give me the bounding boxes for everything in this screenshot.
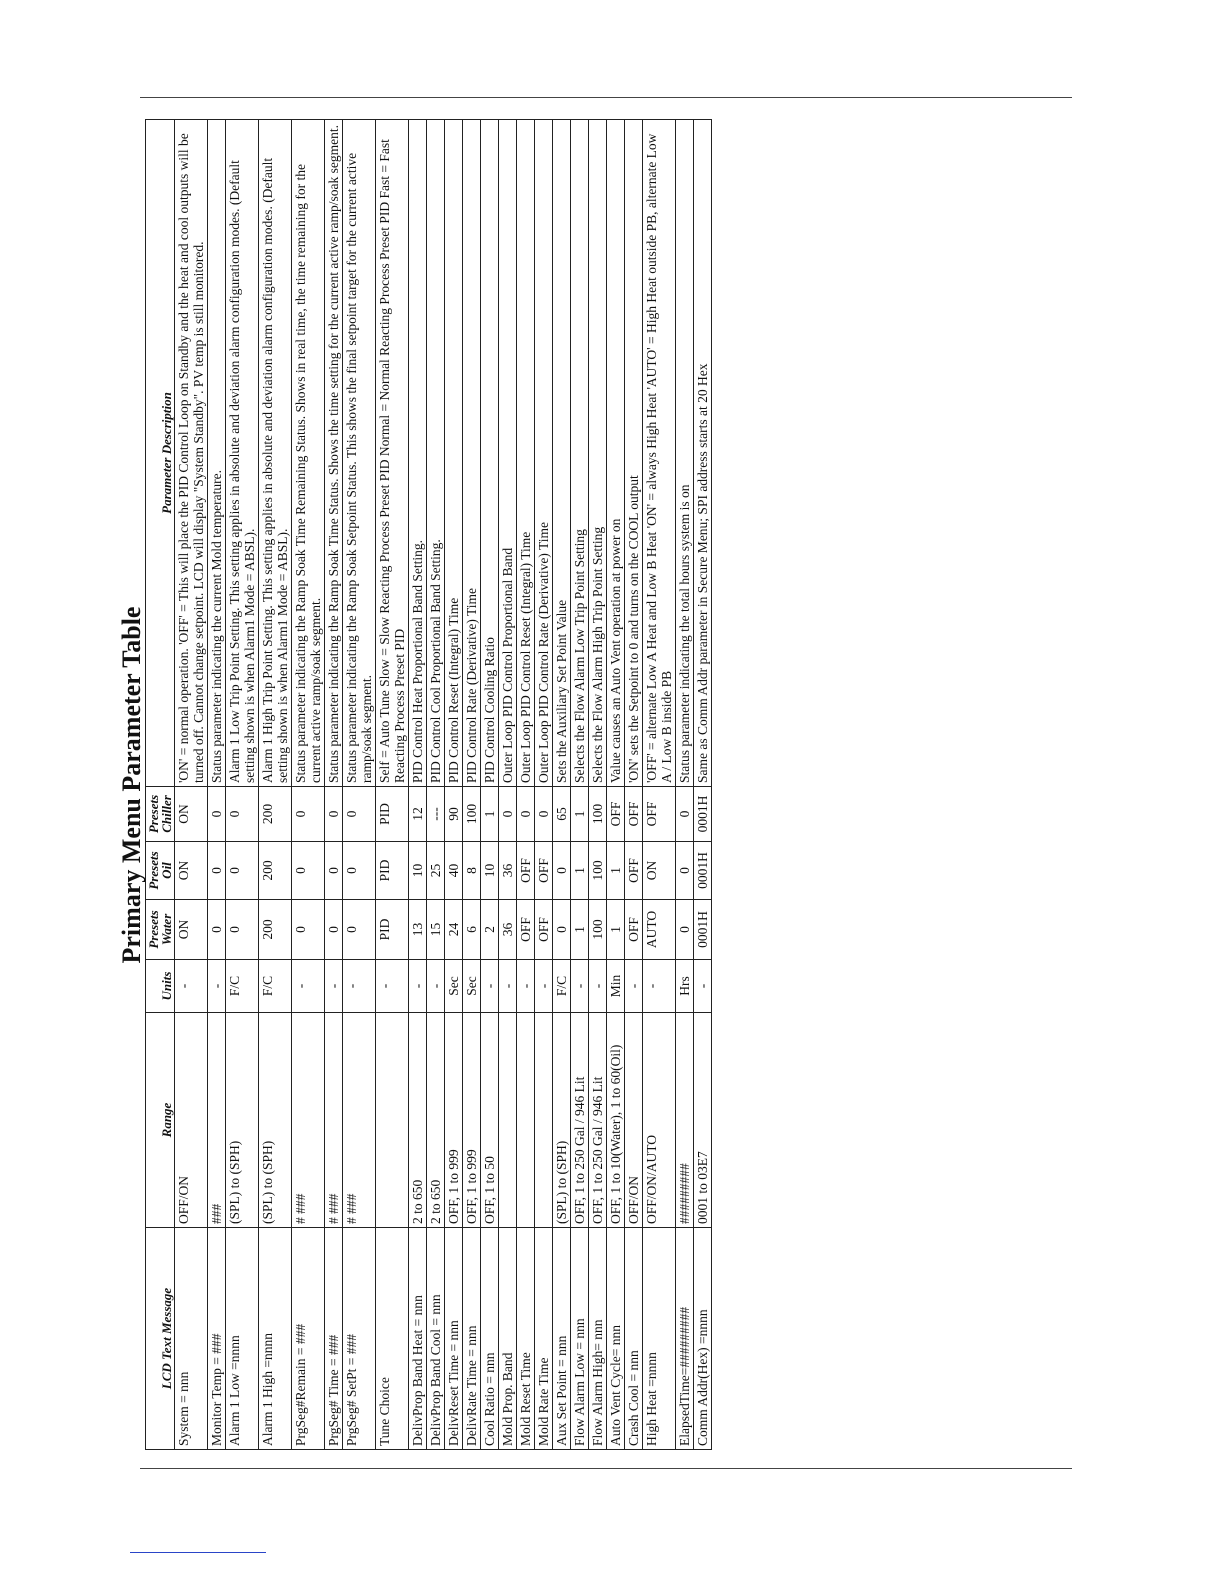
- cell-lcd: DelivRate Time = nnn: [463, 1228, 481, 1450]
- cell-range: # ###: [292, 1013, 325, 1228]
- cell-units: -: [517, 960, 535, 1013]
- cell-chiller: 0: [499, 787, 517, 842]
- cell-chiller: OFF: [643, 787, 676, 842]
- cell-chiller: 1: [571, 787, 589, 842]
- header-water: Presets Water: [146, 900, 175, 960]
- cell-desc: PID Control Reset (Integral) Time: [445, 120, 463, 787]
- cell-oil: 1: [607, 842, 625, 900]
- cell-desc: Outer Loop PID Control Proportional Band: [499, 120, 517, 787]
- cell-chiller: 0001H: [694, 787, 712, 842]
- cell-water: 36: [499, 900, 517, 960]
- cell-oil: 36: [499, 842, 517, 900]
- cell-lcd: PrgSeg# SetPt = ###: [343, 1228, 376, 1450]
- cell-water: 24: [445, 900, 463, 960]
- header-oil: Presets Oil: [146, 842, 175, 900]
- cell-range: # ###: [343, 1013, 376, 1228]
- cell-chiller: 0: [226, 787, 259, 842]
- cell-range: [517, 1013, 535, 1228]
- table-row: [409, 120, 427, 1450]
- cell-oil: 0: [226, 842, 259, 900]
- cell-lcd: Tune Choice: [376, 1228, 409, 1450]
- cell-units: -: [292, 960, 325, 1013]
- cell-oil: 10: [409, 842, 427, 900]
- cell-water: 1: [571, 900, 589, 960]
- table-row: [643, 120, 676, 1450]
- cell-oil: ON: [175, 842, 208, 900]
- cell-desc: Selects the Flow Alarm Low Trip Point Setting: [571, 120, 589, 787]
- cell-desc: Sets the Auxiliary Set Point Value: [553, 120, 571, 787]
- cell-units: -: [325, 960, 343, 1013]
- cell-lcd: DelivProp Band Heat = nnn: [409, 1228, 427, 1450]
- cell-range: [535, 1013, 553, 1228]
- cell-water: 0: [553, 900, 571, 960]
- cell-chiller: ---: [427, 787, 445, 842]
- cell-water: 0: [343, 900, 376, 960]
- cell-lcd: Cool Ratio = nnn: [481, 1228, 499, 1450]
- cell-desc: Value causes an Auto Vent operation at power on: [607, 120, 625, 787]
- cell-desc: PID Control Cool Proportional Band Setting.: [427, 120, 445, 787]
- cell-desc: PID Control Cooling Ratio: [481, 120, 499, 787]
- table-row: [481, 120, 499, 1450]
- cell-lcd: Alarm 1 High =nnnn: [259, 1228, 292, 1450]
- cell-desc: Status parameter indicating the current Mold temperature.: [208, 120, 226, 787]
- table-row: [343, 120, 376, 1450]
- cell-chiller: 12: [409, 787, 427, 842]
- cell-desc: 'OFF' = alternate Low A Heat and Low B Heat 'ON' = always High Heat 'AUTO' = High Heat outside PB, alternate Low A / Low B inside PB: [643, 120, 676, 787]
- cell-range: 0001 to 03E7: [694, 1013, 712, 1228]
- cell-units: -: [625, 960, 643, 1013]
- cell-lcd: Monitor Temp = ###: [208, 1228, 226, 1450]
- cell-desc: 'ON' = normal operation. 'OFF' = This will place the PID Control Loop on Standby and the heat and cool outputs will be turned off. Cannot change setpoint. LCD will display "System Standby". PV temp is still monitored.: [175, 120, 208, 787]
- table-row: [589, 120, 607, 1450]
- cell-chiller: OFF: [607, 787, 625, 842]
- cell-desc: Status parameter indicating the total hours system is on: [676, 120, 694, 787]
- cell-range: OFF, 1 to 10(Water), 1 to 60(Oil): [607, 1013, 625, 1228]
- cell-lcd: PrgSeg# Time = ###: [325, 1228, 343, 1450]
- cell-units: F/C: [226, 960, 259, 1013]
- table-row: [208, 120, 226, 1450]
- cell-units: Min: [607, 960, 625, 1013]
- cell-water: 100: [589, 900, 607, 960]
- cell-lcd: Mold Prop. Band: [499, 1228, 517, 1450]
- header-description: Parameter Description: [146, 120, 175, 787]
- cell-range: OFF, 1 to 50: [481, 1013, 499, 1228]
- cell-range: OFF, 1 to 999: [463, 1013, 481, 1228]
- cell-range: OFF, 1 to 999: [445, 1013, 463, 1228]
- cell-desc: 'ON' sets the Setpoint to 0 and turns on the COOL output: [625, 120, 643, 787]
- cell-chiller: 0: [208, 787, 226, 842]
- table-body: [175, 120, 712, 1450]
- cell-units: -: [208, 960, 226, 1013]
- cell-oil: PID: [376, 842, 409, 900]
- cell-units: -: [409, 960, 427, 1013]
- cell-range: ###: [208, 1013, 226, 1228]
- table-row: [517, 120, 535, 1450]
- cell-range: [499, 1013, 517, 1228]
- cell-desc: Alarm 1 High Trip Point Setting. This setting applies in absolute and deviation alarm configuration modes. (Default setting shown is when Alarm1 Mode = ABSL).: [259, 120, 292, 787]
- cell-range: OFF/ON/AUTO: [643, 1013, 676, 1228]
- table-row: [175, 120, 208, 1450]
- rotated-page-content: [115, 120, 1115, 1450]
- cell-lcd: Crash Cool = nnn: [625, 1228, 643, 1450]
- cell-range: (SPL) to (SPH): [226, 1013, 259, 1228]
- cell-water: 0: [208, 900, 226, 960]
- cell-lcd: Flow Alarm Low = nnn: [571, 1228, 589, 1450]
- cell-chiller: PID: [376, 787, 409, 842]
- cell-water: 1: [607, 900, 625, 960]
- table-row: [625, 120, 643, 1450]
- cell-chiller: OFF: [625, 787, 643, 842]
- cell-lcd: Aux Set Point = nnn: [553, 1228, 571, 1450]
- cell-water: PID: [376, 900, 409, 960]
- cell-lcd: Auto Vent Cycle= nnn: [607, 1228, 625, 1450]
- cell-oil: 100: [589, 842, 607, 900]
- cell-desc: PID Control Rate (Derivative) Time: [463, 120, 481, 787]
- cell-lcd: DelivProp Band Cool = nnn: [427, 1228, 445, 1450]
- cell-chiller: 0: [517, 787, 535, 842]
- cell-chiller: 0: [343, 787, 376, 842]
- table-row: [226, 120, 259, 1450]
- cell-units: -: [343, 960, 376, 1013]
- cell-oil: 0001H: [694, 842, 712, 900]
- cell-range: OFF, 1 to 250 Gal / 946 Lit: [589, 1013, 607, 1228]
- table-row: [463, 120, 481, 1450]
- cell-lcd: System = nnn: [175, 1228, 208, 1450]
- cell-units: -: [481, 960, 499, 1013]
- table-row: [535, 120, 553, 1450]
- cell-water: 15: [427, 900, 445, 960]
- cell-units: F/C: [553, 960, 571, 1013]
- table-row: [571, 120, 589, 1450]
- cell-water: 200: [259, 900, 292, 960]
- cell-range: (SPL) to (SPH): [553, 1013, 571, 1228]
- cell-oil: 1: [571, 842, 589, 900]
- cell-oil: OFF: [625, 842, 643, 900]
- table-row: [259, 120, 292, 1450]
- cell-units: F/C: [259, 960, 292, 1013]
- cell-lcd: PrgSeg#Remain = ###: [292, 1228, 325, 1450]
- cell-chiller: ON: [175, 787, 208, 842]
- header-chiller: Presets Chiller: [146, 787, 175, 842]
- cell-chiller: 0: [325, 787, 343, 842]
- header-range: Range: [146, 1013, 175, 1228]
- table-row: [553, 120, 571, 1450]
- cell-desc: Status parameter indicating the Ramp Soak Time Status. Shows the time setting for the current active ramp/soak segment.: [325, 120, 343, 787]
- cell-oil: 0: [343, 842, 376, 900]
- cell-desc: Status parameter indicating the Ramp Soak Time Remaining Status. Shows in real time, the time remaining for the current active ramp/soak segment.: [292, 120, 325, 787]
- cell-units: -: [376, 960, 409, 1013]
- cell-lcd: High Heat =nnnn: [643, 1228, 676, 1450]
- table-row: [292, 120, 325, 1450]
- cell-oil: 200: [259, 842, 292, 900]
- table-row: [499, 120, 517, 1450]
- cell-units: -: [535, 960, 553, 1013]
- cell-oil: 0: [676, 842, 694, 900]
- cell-units: Sec: [445, 960, 463, 1013]
- cell-chiller: 1: [481, 787, 499, 842]
- cell-units: -: [175, 960, 208, 1013]
- cell-water: 13: [409, 900, 427, 960]
- table-header-row: [146, 120, 175, 1450]
- cell-oil: 40: [445, 842, 463, 900]
- page-title: Primary Menu Parameter Table: [117, 606, 146, 964]
- cell-water: 6: [463, 900, 481, 960]
- cell-range: OFF/ON: [175, 1013, 208, 1228]
- cell-water: 0: [292, 900, 325, 960]
- cell-water: OFF: [625, 900, 643, 960]
- cell-units: -: [643, 960, 676, 1013]
- table-row: [676, 120, 694, 1450]
- cell-range: # ###: [325, 1013, 343, 1228]
- cell-oil: 0: [325, 842, 343, 900]
- cell-lcd: DelivReset Time = nnn: [445, 1228, 463, 1450]
- cell-chiller: 90: [445, 787, 463, 842]
- cell-lcd: Alarm 1 Low =nnnn: [226, 1228, 259, 1450]
- cell-chiller: 100: [463, 787, 481, 842]
- cell-range: 2 to 650: [409, 1013, 427, 1228]
- cell-water: ON: [175, 900, 208, 960]
- cell-water: OFF: [535, 900, 553, 960]
- cell-desc: Self = Auto Tune Slow = Slow Reacting Process Preset PID Normal = Normal Reacting Process Preset PID Fast = Fast Reacting Process Preset PID: [376, 120, 409, 787]
- cell-desc: PID Control Heat Proportional Band Setting.: [409, 120, 427, 787]
- cell-units: -: [571, 960, 589, 1013]
- cell-water: AUTO: [643, 900, 676, 960]
- cell-lcd: Flow Alarm High= nnn: [589, 1228, 607, 1450]
- cell-oil: 10: [481, 842, 499, 900]
- table-row: [607, 120, 625, 1450]
- table-row: [376, 120, 409, 1450]
- cell-oil: 0: [553, 842, 571, 900]
- table-row: [694, 120, 712, 1450]
- cell-units: Hrs: [676, 960, 694, 1013]
- cell-units: -: [589, 960, 607, 1013]
- header-units: Units: [146, 960, 175, 1013]
- cell-lcd: Mold Rate Time: [535, 1228, 553, 1450]
- footer-rule: [140, 1468, 1072, 1469]
- cell-chiller: 65: [553, 787, 571, 842]
- cell-water: 0: [226, 900, 259, 960]
- table-row: [325, 120, 343, 1450]
- cell-range: 2 to 650: [427, 1013, 445, 1228]
- cell-range: [376, 1013, 409, 1228]
- cell-lcd: Mold Reset Time: [517, 1228, 535, 1450]
- cell-water: OFF: [517, 900, 535, 960]
- cell-units: -: [694, 960, 712, 1013]
- cell-chiller: 0: [292, 787, 325, 842]
- cell-units: Sec: [463, 960, 481, 1013]
- parameter-table: [145, 119, 712, 1450]
- cell-range: #########: [676, 1013, 694, 1228]
- footer-link-line: [130, 1552, 266, 1553]
- cell-water: 0: [325, 900, 343, 960]
- cell-chiller: 100: [589, 787, 607, 842]
- cell-units: -: [427, 960, 445, 1013]
- cell-desc: Alarm 1 Low Trip Point Setting. This setting applies in absolute and deviation alarm configuration modes. (Default setting shown is when Alarm1 Mode = ABSL).: [226, 120, 259, 787]
- cell-oil: 8: [463, 842, 481, 900]
- cell-lcd: Comm Addr(Hex) =nnnn: [694, 1228, 712, 1450]
- cell-water: 0: [676, 900, 694, 960]
- cell-range: OFF/ON: [625, 1013, 643, 1228]
- cell-desc: Same as Comm Addr parameter in Secure Menu; SPI address starts at 20 Hex: [694, 120, 712, 787]
- cell-desc: Selects the Flow Alarm High Trip Point Setting: [589, 120, 607, 787]
- cell-chiller: 0: [535, 787, 553, 842]
- cell-oil: 25: [427, 842, 445, 900]
- cell-oil: 0: [208, 842, 226, 900]
- header-rule: [140, 97, 1072, 98]
- table-row: [427, 120, 445, 1450]
- cell-oil: OFF: [535, 842, 553, 900]
- cell-water: 0001H: [694, 900, 712, 960]
- cell-range: OFF, 1 to 250 Gal / 946 Lit: [571, 1013, 589, 1228]
- cell-oil: OFF: [517, 842, 535, 900]
- cell-units: -: [499, 960, 517, 1013]
- header-lcd: LCD Text Message: [146, 1228, 175, 1450]
- cell-desc: Outer Loop PID Control Rate (Derivative) Time: [535, 120, 553, 787]
- cell-desc: Status parameter indicating the Ramp Soak Setpoint Status. This shows the final setpoint target for the current active ramp/soak segment.: [343, 120, 376, 787]
- cell-chiller: 200: [259, 787, 292, 842]
- cell-oil: ON: [643, 842, 676, 900]
- cell-water: 2: [481, 900, 499, 960]
- cell-chiller: 0: [676, 787, 694, 842]
- cell-desc: Outer Loop PID Control Reset (Integral) Time: [517, 120, 535, 787]
- table-row: [445, 120, 463, 1450]
- cell-oil: 0: [292, 842, 325, 900]
- cell-range: (SPL) to (SPH): [259, 1013, 292, 1228]
- cell-lcd: ElapsedTime=#########: [676, 1228, 694, 1450]
